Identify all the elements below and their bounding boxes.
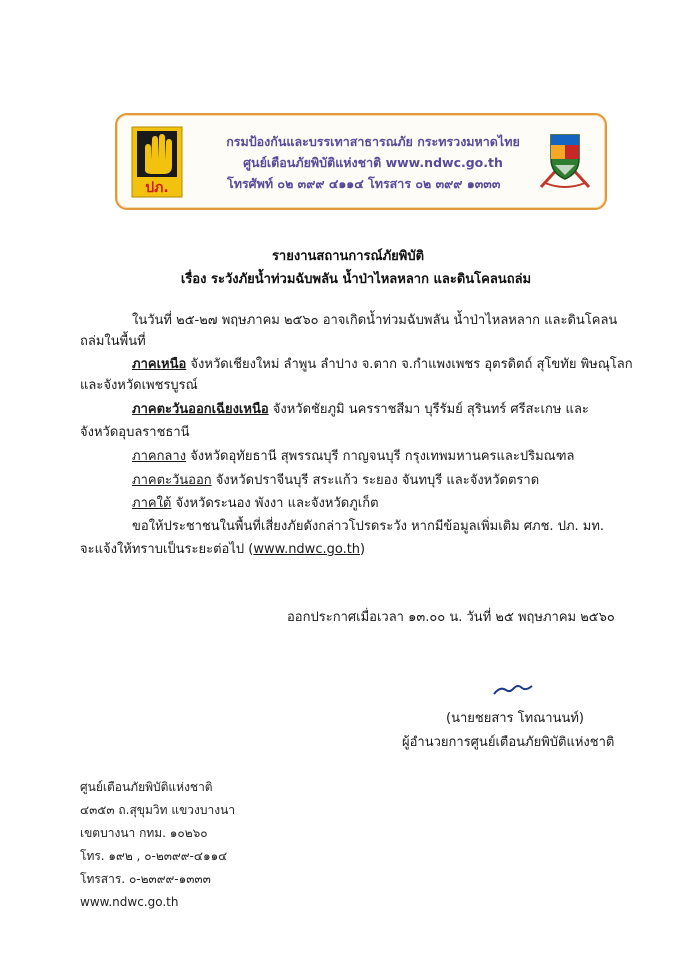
footer-line-2: ๔๓๕๓ ถ.สุขุมวิท แขวงบางนา: [80, 803, 236, 817]
region-central-text: จังหวัดอุทัยธานี สุพรรณบุรี กาญจนบุรี กรุงเทพมหานครและปริมณฑล: [186, 449, 575, 464]
letterhead-banner: [115, 113, 607, 210]
region-northeast: [132, 401, 589, 419]
region-north-text: จังหวัดเชียงใหม่ ลำพูน ลำปาง จ.ตาก จ.กำแพงเพชร อุตรดิตถ์ สุโขทัย พิษณุโลก: [186, 357, 633, 372]
footer-line-5: โทรสาร. ๐-๒๓๙๙-๑๓๓๓: [80, 872, 211, 886]
announcement-time: ออกประกาศเมื่อเวลา ๑๓.๐๐ น. วันที่ ๒๕ พฤษภาคม ๒๕๖๐: [287, 610, 615, 625]
letterhead-text: [213, 131, 533, 194]
region-northeast-text: จังหวัดชัยภูมิ นครราชสีมา บุรีรัมย์ สุรินทร์ ศรีสะเกษ และ: [268, 402, 589, 417]
footer-line-3: เขตบางนา กทม. ๑๐๒๖๐: [80, 826, 208, 840]
report-title: รายงานสถานการณ์ภัยพิบัติ: [271, 249, 425, 264]
region-east-text: จังหวัดปราจีนบุรี สระแก้ว ระยอง จันทบุรี และจังหวัดตราด: [211, 473, 540, 488]
region-northeast-cont: จังหวัดอุบลราชธานี: [80, 425, 190, 440]
region-northeast-label: ภาคตะวันออกเฉียงเหนือ: [132, 402, 269, 417]
advice-line-2: [80, 541, 365, 559]
region-central: [132, 448, 574, 466]
signature-mark: [492, 680, 534, 698]
advice-prefix: จะแจ้งให้ทราบเป็นระยะต่อไป (: [80, 542, 254, 557]
center-name-website: ศูนย์เตือนภัยพิบัติแห่งชาติ www.ndwc.go.th: [243, 155, 503, 170]
region-north: [132, 356, 633, 374]
advice-line-1: ขอให้ประชาชนในพื้นที่เสี่ยงภัยดังกล่าวโปรดระวัง หากมีข้อมูลเพิ่มเติม ศภช. ปภ. มท.: [132, 519, 605, 534]
region-north-cont: และจังหวัดเพชรบูรณ์: [80, 378, 198, 393]
report-subject: เรื่อง ระวังภัยน้ำท่วมฉับพลัน น้ำป่าไหลหลาก และดินโคลนถล่ม: [180, 272, 532, 287]
ministry-emblem-icon: [537, 129, 593, 193]
region-north-label: ภาคเหนือ: [132, 357, 187, 372]
region-east-label: ภาคตะวันออก: [132, 473, 212, 488]
region-south-text: จังหวัดระนอง พังงา และจังหวัดภูเก็ต: [171, 496, 379, 511]
footer-line-6: www.ndwc.go.th: [80, 895, 179, 909]
region-east: [132, 472, 539, 490]
footer-line-1: ศูนย์เตือนภัยพิบัติแห่งชาติ: [80, 780, 213, 794]
signer-name: (นายชยสาร โทณานนท์): [446, 711, 584, 726]
department-name: กรมป้องกันและบรรเทาสาธารณภัย กระทรวงมหาดไทย: [226, 134, 520, 149]
intro-line-1: ในวันที่ ๒๕-๒๗ พฤษภาคม ๒๕๖๐ อาจเกิดน้ำท่วมฉับพลัน น้ำป่าไหลหลาก และดินโคลน: [132, 313, 618, 328]
footer-line-4: โทร. ๑๙๒ , ๐-๒๓๙๙-๔๑๑๔: [80, 849, 228, 863]
intro-line-2: ถล่มในพื้นที่: [80, 334, 146, 349]
region-south-label: ภาคใต้: [132, 496, 172, 511]
ndwc-website-link[interactable]: www.ndwc.go.th: [253, 542, 361, 557]
region-south: [132, 495, 379, 513]
advice-suffix: ): [360, 542, 366, 557]
region-central-label: ภาคกลาง: [132, 449, 187, 464]
dpm-logo-icon: [131, 126, 183, 198]
logo-left-label: ปภ.: [145, 180, 169, 196]
phone-fax: โทรศัพท์ ๐๒ ๓๙๙ ๔๑๑๔ โทรสาร ๐๒ ๓๙๙ ๑๓๓๓: [227, 176, 501, 191]
signer-title: ผู้อำนวยการศูนย์เตือนภัยพิบัติแห่งชาติ: [402, 735, 615, 750]
